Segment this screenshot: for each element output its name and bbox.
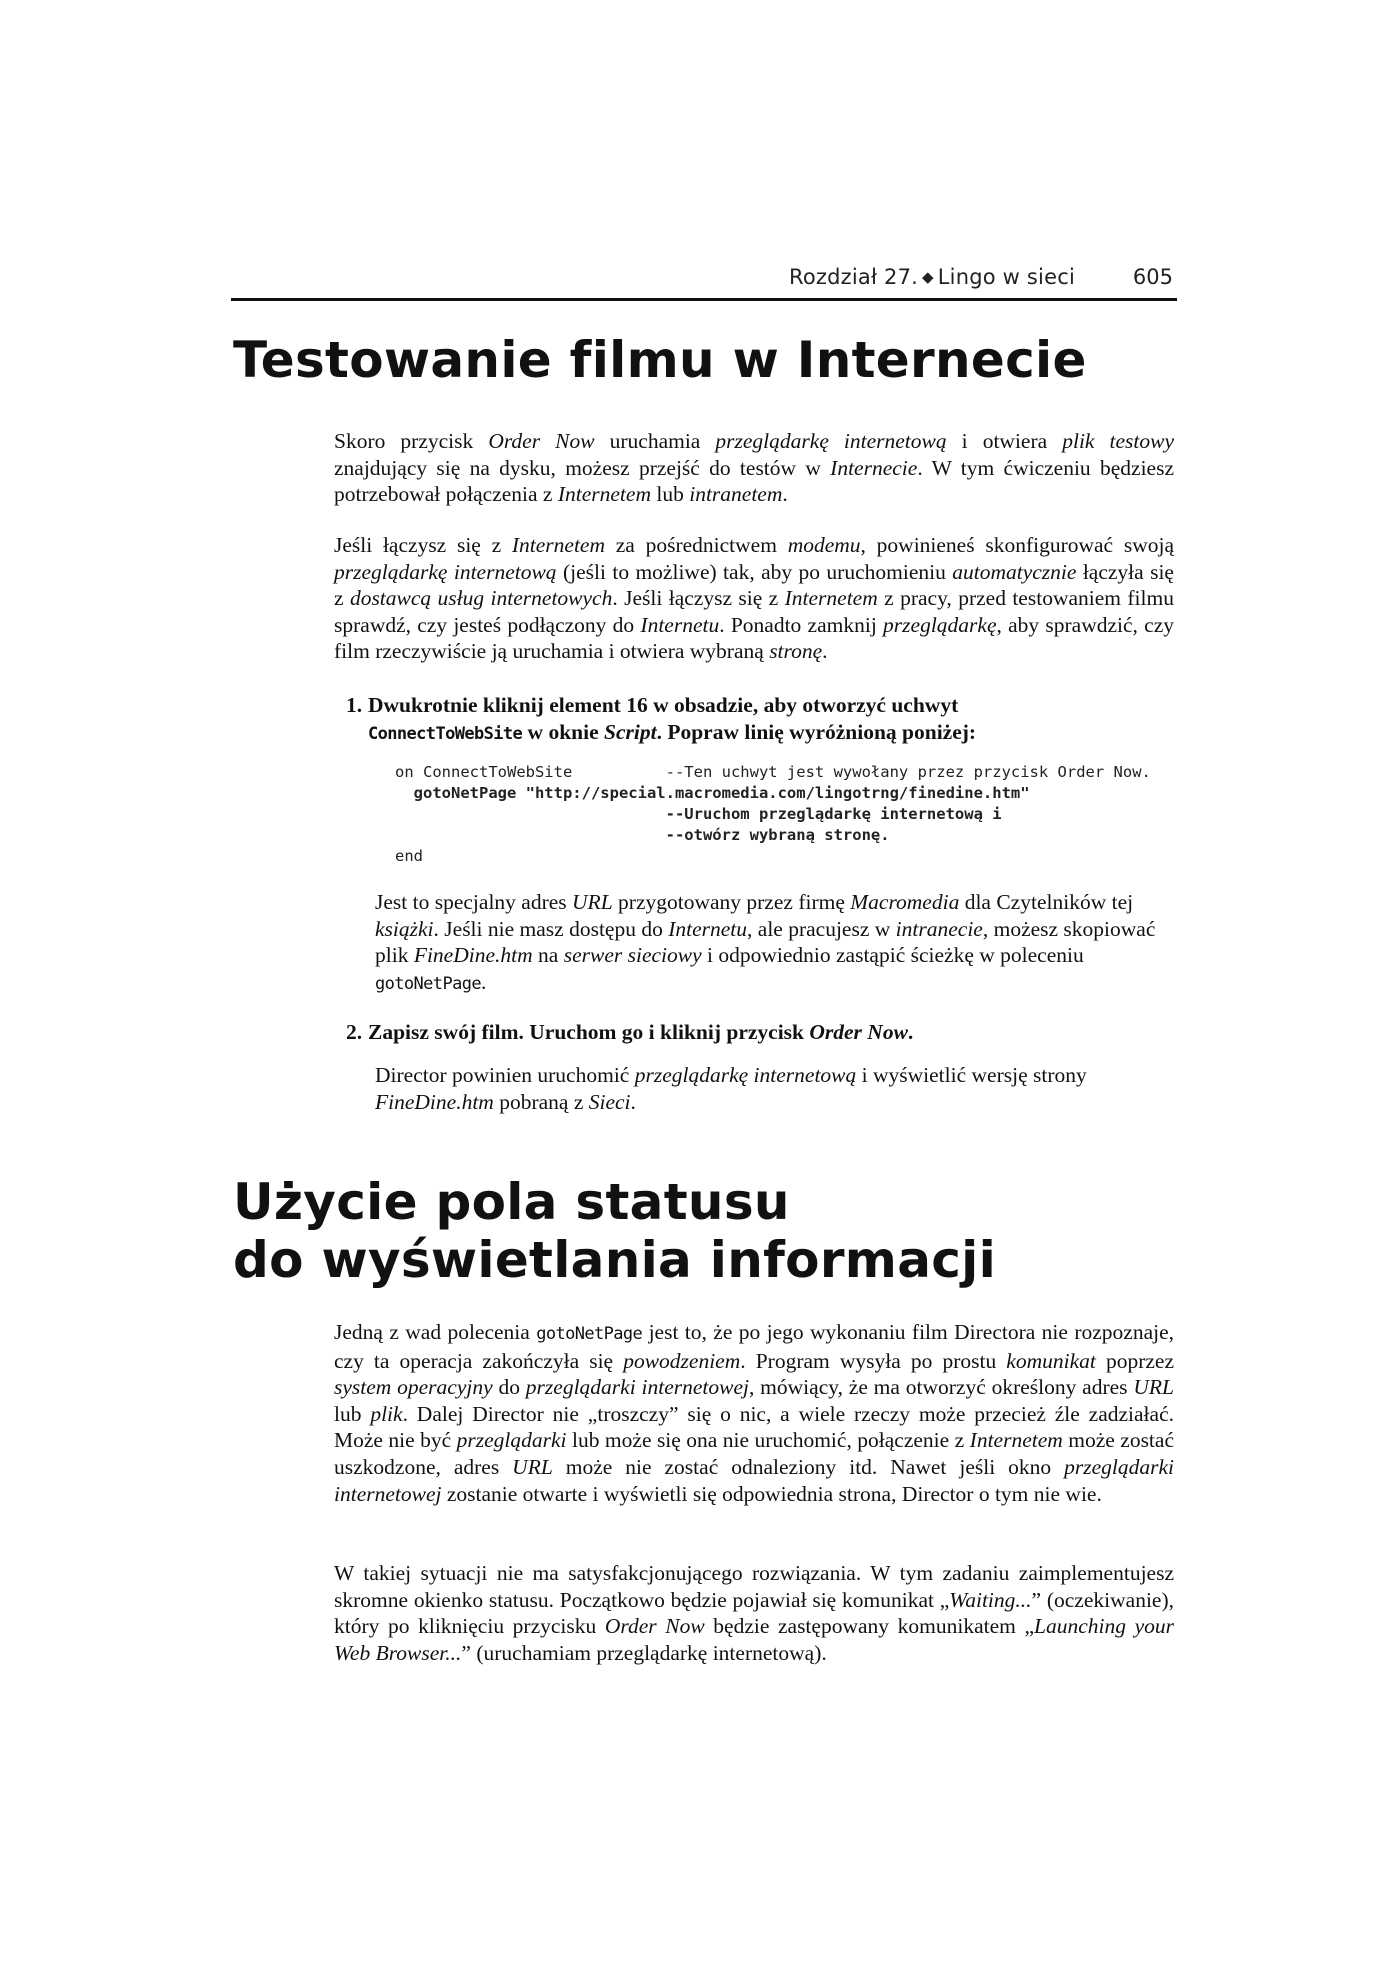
emphasis: intranecie: [895, 916, 983, 941]
emphasis: Internetu: [640, 612, 720, 637]
chapter-number: Rozdział 27.: [789, 265, 919, 289]
emphasis: Order Now: [488, 429, 595, 453]
text-run: . W tym ćwiczeniu będziesz potrzebował połączenia z: [334, 455, 1174, 507]
inline-code: gotoNetPage: [536, 1324, 643, 1344]
section-heading-testing: Testowanie filmu w Internecie: [233, 331, 1087, 389]
inline-code: gotoNetPage: [375, 973, 481, 994]
chapter-topic: Lingo w sieci: [937, 265, 1075, 289]
code-line: end: [395, 847, 423, 865]
text-run: . Ponadto zamknij: [719, 612, 884, 637]
emphasis: Waiting...: [949, 1587, 1032, 1612]
text-run: Skoro przycisk: [334, 429, 489, 453]
emphasis: Internecie: [830, 455, 918, 480]
emphasis: przeglądarkę: [883, 612, 997, 637]
paragraph: [334, 1560, 1174, 1666]
text-run: i odpowiednio zastąpić ścieżkę w poleceniu: [701, 943, 1084, 968]
text-run: zostanie otwarte i wyświetli się odpowiednia strona, Director o tym nie wie.: [441, 1481, 1102, 1506]
text-run: jest to, że po jego wykonaniu film Directora nie rozpoznaje, czy ta operacja zakończyła się: [334, 1320, 1175, 1373]
text-run: lub: [650, 482, 690, 507]
emphasis: Internetem: [511, 533, 606, 557]
text-run: , aby sprawdzić, czy film rzeczywiście ją uruchamia i otwiera wybraną: [334, 612, 1174, 664]
text-run: , mówiący, że ma otworzyć określony adres: [748, 1375, 1134, 1400]
heading-line: do wyświetlania informacji: [233, 1231, 997, 1289]
emphasis: Internetem: [784, 586, 878, 611]
code-line-highlighted: --otwórz wybraną stronę.: [395, 826, 890, 844]
text-run: .: [630, 1089, 636, 1114]
text-run: za pośrednictwem: [605, 533, 788, 557]
text-run: może zostać uszkodzone, adres: [334, 1428, 1174, 1479]
text-run: .: [822, 639, 828, 664]
text-run: ” (uruchamiam przeglądarkę internetową).: [461, 1640, 827, 1665]
emphasis: Internetu: [668, 916, 748, 941]
emphasis: FineDine.htm: [375, 1089, 494, 1114]
text-run: dla Czytelników tej: [959, 890, 1134, 914]
code-line-highlighted: --Uruchom przeglądarkę internetową i: [395, 805, 1002, 823]
text-run: (jeśli to możliwe) tak, aby po uruchomieniu: [556, 559, 953, 584]
emphasis: FineDine.htm: [413, 943, 533, 968]
emphasis: Internetem: [969, 1428, 1063, 1453]
step-text: . Popraw linię wyróżnioną poniżej:: [656, 720, 977, 744]
step-2-body: [375, 1062, 1175, 1115]
text-run: z pracy, przed testowaniem filmu sprawdź, czy jesteś podłączony do: [334, 586, 1174, 637]
section-heading-status: [233, 1173, 996, 1289]
emphasis: przeglądarkę internetową: [334, 559, 557, 584]
emphasis: książki: [375, 916, 434, 941]
emphasis: system operacyjny: [334, 1375, 493, 1400]
emphasis: Launching your Web Browser...: [334, 1614, 1175, 1665]
text-run: ” (oczekiwanie), który po kliknięciu przycisku: [334, 1587, 1174, 1639]
emphasis: stronę: [769, 639, 823, 664]
text-run: .: [782, 482, 788, 507]
text-run: i otwiera: [946, 429, 1063, 453]
step-2: [346, 1019, 1174, 1046]
running-header: [231, 262, 1177, 301]
emphasis: przeglądarki internetowej: [525, 1375, 749, 1400]
step-1-body: [375, 889, 1175, 997]
emphasis: intranetem: [689, 482, 783, 507]
text-run: Jest to specjalny adres: [375, 890, 573, 914]
code-line: on ConnectToWebSite --Ten uchwyt jest wywołany przez przycisk Order Now.: [395, 763, 1151, 781]
paragraph: [334, 1319, 1174, 1507]
handler-name: ConnectToWebSite: [368, 724, 523, 744]
text-run: na: [532, 943, 564, 968]
text-run: może nie zostać odnaleziony itd. Nawet jeśli okno: [552, 1454, 1065, 1479]
text-run: . Jeśli nie masz dostępu do: [433, 916, 669, 941]
heading-line: Użycie pola statusu: [233, 1173, 790, 1231]
text-run: uruchamia: [594, 429, 716, 453]
text-run: pobraną z: [493, 1089, 589, 1114]
text-run: będzie zastępowany komunikatem „: [704, 1614, 1035, 1639]
text-run: lub: [334, 1401, 371, 1426]
step-text: Dwukrotnie kliknij element 16 w obsadzie, aby otworzyć uchwyt: [368, 693, 959, 717]
emphasis: przeglądarkę internetową: [634, 1063, 857, 1087]
emphasis: plik: [370, 1401, 403, 1426]
text-run: Jedną z wad polecenia: [334, 1320, 537, 1344]
text-run: . Dalej Director nie „troszczy” się o nic, a wiele rzeczy może przecież źle zadziałać. Może nie być: [334, 1401, 1174, 1453]
chapter-label: [789, 265, 1075, 289]
emphasis: powodzeniem: [623, 1348, 741, 1373]
step-text-italic: Script: [604, 720, 657, 744]
step-text: Zapisz swój film. Uruchom go i kliknij przycisk: [368, 1020, 810, 1044]
text-run: Jeśli łączysz się z: [334, 533, 512, 557]
step-text: w oknie: [522, 720, 605, 744]
emphasis: przeglądarki: [456, 1428, 567, 1453]
emphasis: dostawcą usług internetowych: [349, 586, 613, 611]
paragraph: [334, 428, 1174, 508]
emphasis: serwer sieciowy: [563, 943, 702, 968]
code-listing: [395, 762, 1151, 867]
step-number: 2.: [346, 1020, 363, 1044]
step-1: [346, 692, 1174, 748]
code-line-highlighted: gotoNetPage "http://special.macromedia.com/lingotrng/finedine.htm": [395, 784, 1030, 802]
text-run: .: [480, 969, 487, 994]
text-run: W takiej sytuacji nie ma satysfakcjonującego rozwiązania. W tym zadaniu zaimplementujesz skromne okienko statusu. Początkowo będzie pojawiał się komunikat „: [334, 1561, 1174, 1612]
emphasis: URL: [572, 890, 613, 914]
emphasis: URL: [512, 1454, 553, 1479]
text-run: do: [492, 1375, 526, 1400]
text-run: łączyła się z: [334, 559, 1174, 611]
text-run: , ale pracujesz w: [747, 916, 896, 941]
step-text-italic: Order Now: [809, 1020, 908, 1044]
emphasis: przeglądarki internetowej: [334, 1454, 1174, 1506]
emphasis: Macromedia: [850, 890, 960, 914]
emphasis: Order Now: [604, 1614, 705, 1639]
page-number: 605: [1132, 265, 1173, 289]
text-run: i wyświetlić wersję strony: [856, 1063, 1087, 1087]
step-text: .: [907, 1020, 914, 1044]
text-run: . Program wysyła po prostu: [740, 1348, 1007, 1373]
text-run: przygotowany przez firmę: [612, 890, 851, 914]
text-run: poprzez: [1095, 1348, 1174, 1373]
text-run: znajdujący się na dysku, możesz przejść do testów w: [334, 455, 831, 480]
emphasis: plik testowy: [1062, 429, 1174, 453]
paragraph: [334, 532, 1174, 665]
emphasis: Sieci: [588, 1089, 631, 1114]
emphasis: Internetem: [557, 482, 651, 507]
emphasis: przeglądarkę internetową: [715, 429, 947, 453]
diamond-icon: ◆: [922, 268, 934, 286]
step-number: 1.: [346, 693, 363, 717]
emphasis: URL: [1133, 1375, 1174, 1400]
emphasis: modemu: [787, 533, 861, 557]
text-run: , powinieneś skonfigurować swoją: [860, 533, 1175, 557]
text-run: lub może się ona nie uruchomić, połączenie z: [566, 1428, 970, 1453]
emphasis: automatycznie: [952, 559, 1077, 584]
text-run: Director powinien uruchomić: [375, 1063, 635, 1087]
emphasis: komunikat: [1006, 1348, 1096, 1373]
text-run: , możesz skopiować plik: [375, 916, 1156, 968]
text-run: . Jeśli łączysz się z: [612, 586, 785, 611]
